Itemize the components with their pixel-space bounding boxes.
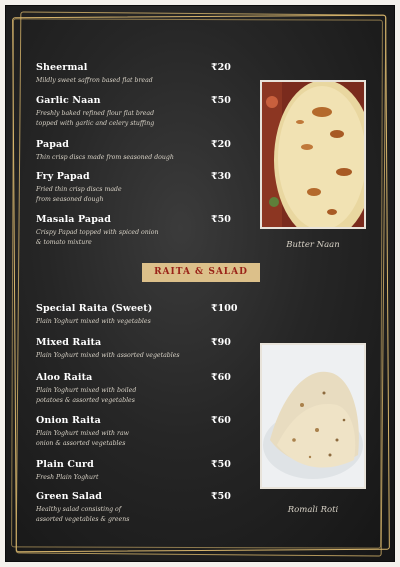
item-price: ₹20 (211, 62, 231, 73)
item-name: Special Raita (Sweet) (36, 303, 153, 314)
item-name: Aloo Raita (36, 372, 93, 383)
item-name: Fry Papad (36, 171, 90, 182)
item-description: Thin crisp discs made from seasoned dough (36, 154, 174, 161)
menu-item (36, 459, 231, 483)
item-description: Mildly sweet saffron based flat bread (36, 77, 153, 84)
menu-item (36, 372, 231, 406)
menu-board (6, 6, 394, 561)
menu-item (36, 171, 231, 205)
section-title: RAITA & SALAD (142, 263, 260, 282)
item-price: ₹90 (211, 337, 231, 348)
item-price: ₹60 (211, 372, 231, 383)
photo-caption: Romali Roti (287, 505, 339, 515)
butter-naan-image (262, 82, 364, 227)
item-price: ₹50 (211, 491, 231, 502)
romali-roti-image (262, 345, 364, 487)
menu-item (36, 214, 231, 248)
item-name: Garlic Naan (36, 95, 101, 106)
item-price: ₹50 (211, 214, 231, 225)
item-name: Mixed Raita (36, 337, 102, 348)
menu-item (36, 415, 231, 449)
menu-item (36, 303, 231, 327)
item-name: Plain Curd (36, 459, 94, 470)
item-price: ₹30 (211, 171, 231, 182)
menu-item (36, 95, 231, 129)
item-name: Masala Papad (36, 214, 111, 225)
menu-item (36, 491, 231, 525)
item-name: Papad (36, 139, 69, 150)
item-description: Freshly baked refined flour flat bread topped with garlic and celery stuffing (36, 110, 155, 127)
butter-naan-photo (260, 80, 366, 229)
menu-item (36, 337, 231, 361)
romali-roti-photo (260, 343, 366, 489)
menu-item (36, 62, 231, 86)
item-description: Plain Yoghurt mixed with raw onion & assorted vegetables (36, 430, 129, 447)
item-price: ₹50 (211, 95, 231, 106)
item-description: Plain Yoghurt mixed with assorted vegetables (36, 352, 180, 359)
item-description: Crispy Papad topped with spiced onion & tomato mixture (36, 229, 159, 246)
item-description: Plain Yoghurt mixed with vegetables (36, 318, 151, 325)
item-name: Sheermal (36, 62, 88, 73)
item-price: ₹60 (211, 415, 231, 426)
item-description: Fresh Plain Yoghurt (36, 474, 99, 481)
item-name: Green Salad (36, 491, 102, 502)
menu-item (36, 139, 231, 163)
item-description: Fried thin crisp discs made from seasoned dough (36, 186, 122, 203)
item-price: ₹50 (211, 459, 231, 470)
item-price: ₹100 (211, 303, 238, 314)
photo-caption: Butter Naan (286, 240, 340, 250)
item-name: Onion Raita (36, 415, 101, 426)
item-description: Healthy salad consisting of assorted vegetables & greens (36, 506, 130, 523)
item-description: Plain Yoghurt mixed with boiled potatoes & assorted vegetables (36, 387, 137, 404)
item-price: ₹20 (211, 139, 231, 150)
